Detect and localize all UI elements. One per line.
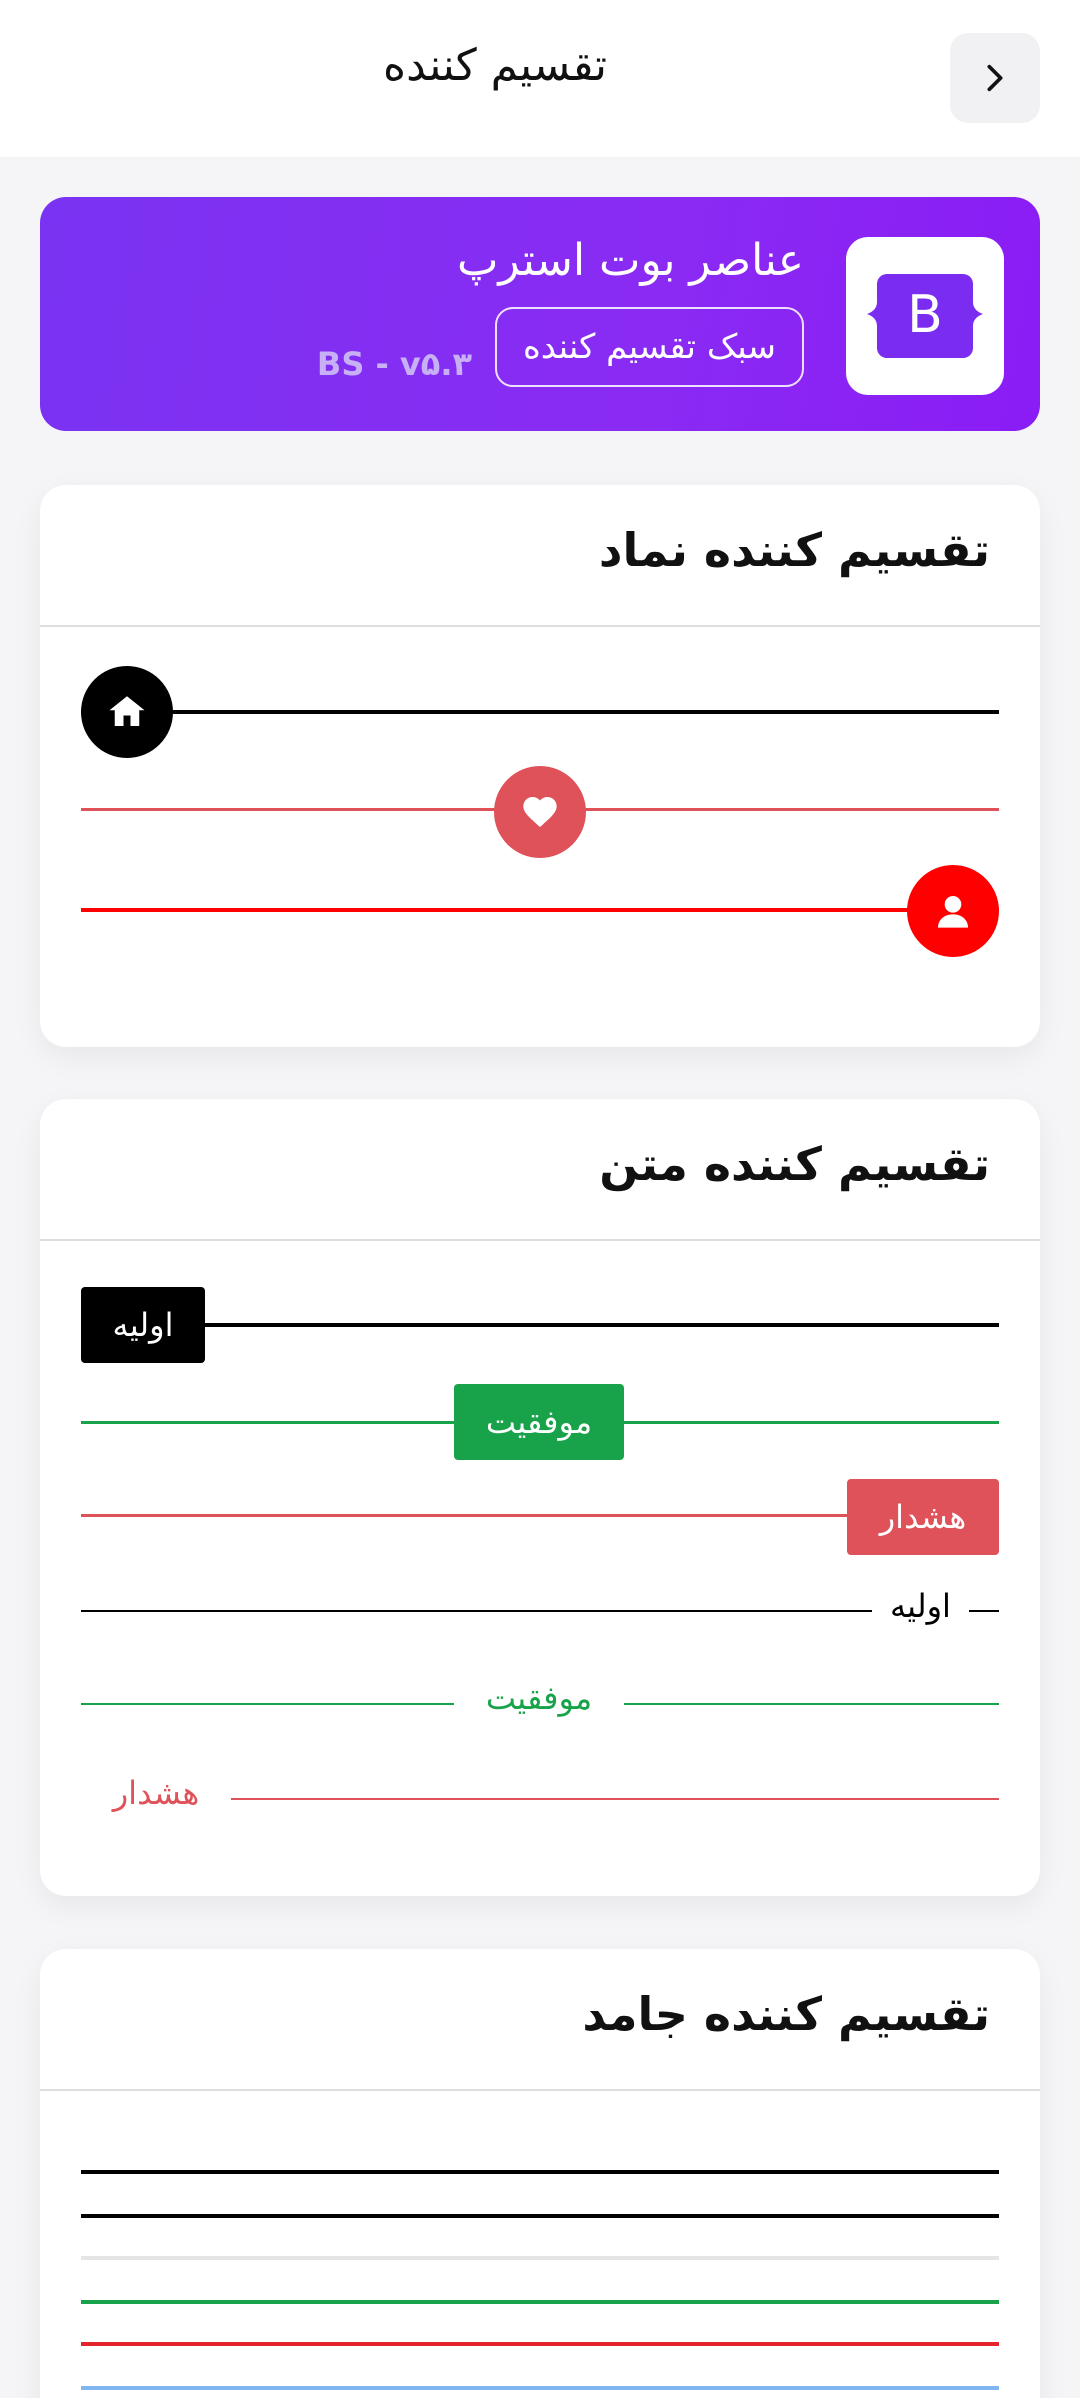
success-badge: موفقیت (454, 1384, 624, 1460)
page-title: تقسیم کننده (383, 40, 607, 91)
bootstrap-logo (846, 237, 1004, 395)
card-title: تقسیم کننده جامد (582, 1987, 990, 2041)
bootstrap-banner (40, 197, 1040, 431)
version-label: BS - v۵.۳ (316, 345, 472, 383)
card-header (40, 1099, 1040, 1241)
primary-badge: اولیه (81, 1287, 205, 1363)
text-divider-line (81, 1323, 999, 1327)
icon-divider-line (81, 710, 999, 714)
card-header (40, 1949, 1040, 2091)
back-button[interactable] (950, 33, 1040, 123)
heart-icon (494, 766, 586, 858)
solid-divider-light (81, 2256, 999, 2260)
solid-divider-black (81, 2170, 999, 2174)
warning-text-label: هشدار (81, 1774, 231, 1812)
success-text-label: موفقیت (454, 1679, 624, 1717)
icon-divider-line (81, 908, 999, 912)
solid-divider-card (40, 1949, 1040, 2398)
banner-title: عناصر بوت استرپ (456, 235, 804, 286)
card-header (40, 485, 1040, 627)
home-icon (81, 666, 173, 758)
solid-divider-blue (81, 2386, 999, 2390)
warning-badge: هشدار (847, 1479, 999, 1555)
user-icon (907, 865, 999, 957)
card-title: تقسیم کننده متن (599, 1137, 990, 1191)
icon-divider-card (40, 485, 1040, 1047)
divider-style-button[interactable]: سبک تقسیم کننده (495, 307, 804, 387)
solid-divider-green (81, 2300, 999, 2304)
app-header (0, 0, 1080, 157)
logo-letter: B (907, 285, 943, 345)
solid-divider-black (81, 2214, 999, 2218)
card-title: تقسیم کننده نماد (598, 523, 990, 577)
primary-text-label: اولیه (872, 1587, 969, 1625)
chevron-right-icon (978, 61, 1012, 95)
solid-divider-red (81, 2342, 999, 2346)
text-divider-card (40, 1099, 1040, 1896)
text-divider-line (81, 1610, 999, 1612)
